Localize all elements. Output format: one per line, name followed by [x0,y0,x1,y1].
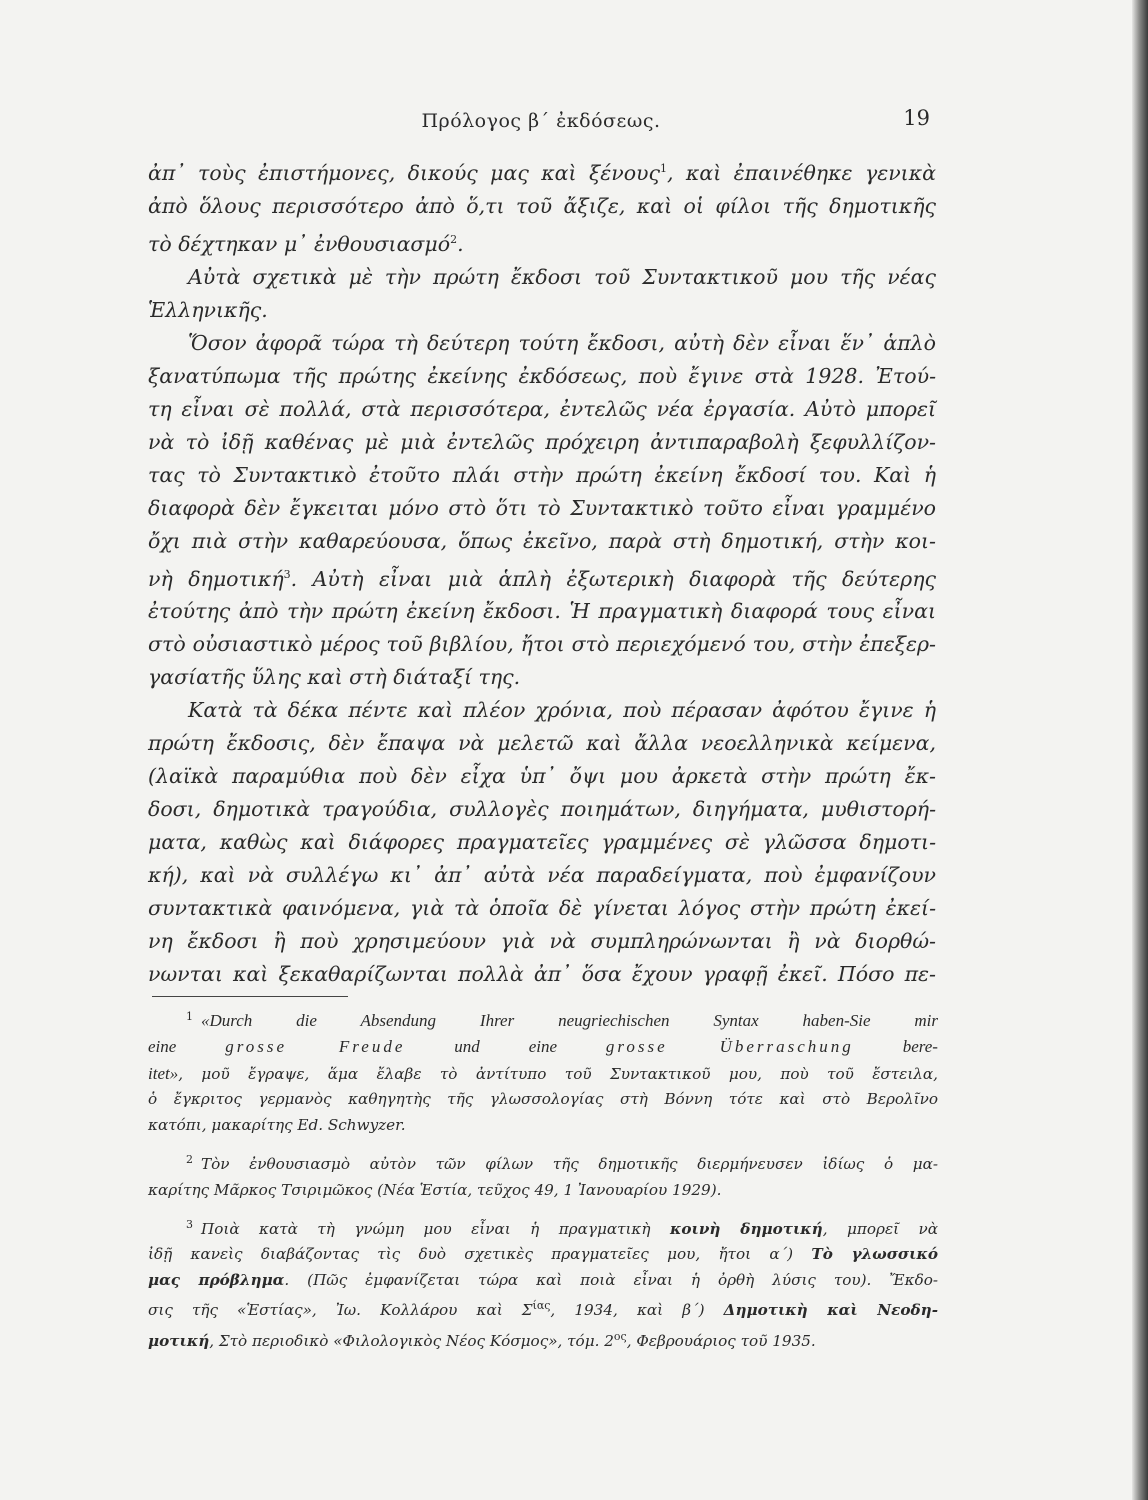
footnote-line [148,1268,938,1293]
footnote-marker: 3 [186,1217,193,1231]
text-span: . (Πῶς ἐμφανίζεται τώρα καὶ ποιὰ εἶναι ἡ ὀρθὴ λύσις του). Ἔκδο- [284,1270,938,1289]
text-span: itet» [148,1063,179,1083]
text-span: Τὸν ἐνθουσιασμὸ αὐτὸν τῶν φίλων τῆς δημοτικῆς διερμήνευσεν ἰδίως ὁ μα- [201,1155,938,1174]
text-line: Αὐτὰ σχετικὰ μὲ τὴν πρώτη ἔκδοσι τοῦ Συντακτικοῦ μου τῆς νέας [188,264,936,289]
footnote-line [148,1242,938,1267]
paragraph-4 [148,694,936,991]
footnote-line: ὁ ἔγκριτος γερμανὸς καθηγητὴς τῆς γλωσσολογίας στὴ Βόννη τότε καὶ στὸ Βερολῖνο [148,1090,938,1109]
footnotes [148,1004,938,1363]
footnote-line [148,1212,938,1242]
text-line: ὄχι πιὰ στὴν καθαρεύουσα, ὅπως ἐκεῖνο, παρὰ στὴ δημοτική, στὴν κοι- [148,528,936,553]
text-span: ος [613,1329,627,1343]
footnote-line [148,1061,938,1087]
text-span: σις τῆς «Ἑστίας», Ἰω. Κολλάρου καὶ Σ [148,1301,533,1320]
main-text [148,152,936,991]
text-line: ἐτούτης ἀπὸ τὴν πρώτη ἐκείνη ἔκδοσι. Ἡ πραγματικὴ διαφορά τους εἶναι [148,599,936,624]
paragraph-2 [148,261,936,327]
text-line: Ὅσον ἀφορᾶ τώρα τὴ δεύτερη τούτη ἔκδοσι, αὐτὴ δὲν εἶναι ἕν᾽ ἁπλὸ [188,330,936,355]
text-line: διαφορὰ δὲν ἔγκειται μόνο στὸ ὅτι τὸ Συντακτικὸ τοῦτο εἶναι γραμμένο [148,495,936,520]
text-span: eine [148,1037,226,1057]
text-span: , μοῦ ἔγραψε, ἅμα ἔλαβε τὸ ἀντίτυπο τοῦ Συντακτικοῦ μου, ποὺ τοῦ ἔστειλα, [178,1064,938,1083]
text-line [148,152,936,190]
footnote-marker: 1 [186,1010,193,1023]
footnote-line [148,1293,938,1323]
text-span: . [457,231,464,256]
page-number: 19 [903,106,930,130]
text-span: τὸ δέχτηκαν μ᾽ ἐνθουσιασμό [148,231,451,256]
text-line [148,223,936,261]
paragraph-1 [148,152,936,261]
text-line: ματα, καθὼς καὶ διάφορες πραγματεῖες γραμμένες σὲ γλῶσσα δημοτι- [148,830,936,855]
text-line: τη εἶναι σὲ πολλά, στὰ περισσότερα, ἐντελῶς νέα ἐργασία. Αὐτὸ μπορεῖ [148,396,936,421]
text-span: νὴ δημοτική [148,566,284,591]
text-line: ἀπὸ ὅλους περισσότερο ἀπὸ ὅ,τι τοῦ ἄξιζε, καὶ οἱ φίλοι τῆς δημοτικῆς [148,193,936,218]
text-span: grosse Freude [225,1037,406,1057]
text-line: ξανατύπωμα τῆς πρώτης ἐκείνης ἐκδόσεως, ποὺ ἔγινε στὰ 1928. Ἐτού- [148,363,936,388]
text-span: , 1934, καὶ β΄) [550,1301,724,1320]
text-span: Τὸ γλωσσικό [811,1245,938,1264]
footnote-ref: 2 [450,232,458,246]
paragraph-3 [148,327,936,695]
text-span: μοτική [148,1331,210,1350]
footnote-ref: 3 [283,567,291,581]
text-span: , Στὸ περιοδικὸ «Φιλολογικὸς Νέος Κόσμος», τόμ. 2 [209,1331,614,1350]
footnote-separator [152,996,348,997]
text-line: νὰ τὸ ἰδῇ καθένας μὲ μιὰ ἐντελῶς πρόχειρη ἀντιπαραβολὴ ξεφυλλίζον- [148,429,936,454]
text-line: τας τὸ Συντακτικὸ ἐτοῦτο πλάι στὴν πρώτη ἐκείνη ἔκδοσί του. Καὶ ἡ [148,462,936,487]
text-span: , μπορεῖ νὰ [822,1220,938,1239]
running-title: Πρόλογος β΄ ἐκδόσεως. [421,110,661,132]
text-span: μας πρόβλημα [148,1270,285,1289]
text-line: γασίατῆς ὕλης καὶ στὴ διάταξί της. [148,665,521,690]
text-span: ἰδῇ κανεὶς διαβάζοντας τὶς δυὸ σχετικὲς πραγματεῖες μου, ἤτοι α΄) [148,1245,812,1264]
text-span: , Φεβρουάριος τοῦ 1935. [626,1331,816,1350]
page-edge-shadow [1132,0,1148,1500]
text-line: (λαϊκὰ παραμύθια ποὺ δὲν εἶχα ὑπ᾽ ὄψι μου ἀρκετὰ στὴν πρώτη ἔκ- [148,764,936,789]
text-span: ίας [532,1299,551,1313]
text-line: στὸ οὐσιαστικὸ μέρος τοῦ βιβλίου, ἤτοι στὸ περιεχόμενό του, στὴν ἐπεξερ- [148,632,936,657]
text-span: Ποιὰ κατὰ τὴ γνώμη μου εἶναι ἡ πραγματικὴ [201,1220,670,1239]
text-span: grosse Überraschung [605,1037,854,1057]
footnote-line: κατόπι, μακαρίτης Ed. Schwyzer. [148,1115,406,1134]
text-line: πρώτη ἔκδοσις, δὲν ἔπαψα νὰ μελετῶ καὶ ἄλλα νεοελληνικὰ κείμενα, [148,731,936,756]
footnote-3 [148,1212,938,1354]
text-line: δοσι, δημοτικὰ τραγούδια, συλλογὲς ποιημάτων, διηγήματα, μυθιστορή- [148,797,936,822]
text-span: Δημοτικὴ καὶ Νεοδη- [723,1301,939,1320]
footnote-1 [148,1004,938,1138]
text-line: συντακτικὰ φαινόμενα, γιὰ τὰ ὁποῖα δὲ γίνεται λόγος στὴν πρώτη ἐκεί- [148,896,936,921]
text-line: Κατὰ τὰ δέκα πέντε καὶ πλέον χρόνια, ποὺ πέρασαν ἀφότου ἔγινε ἡ [188,698,936,723]
footnote-marker: 2 [186,1153,193,1167]
footnote-line [148,1034,938,1060]
page-header [148,106,934,140]
text-span: «Durch die Absendung Ihrer neugriechischen Syntax haben-Sie mir [201,1011,938,1031]
footnote-line [148,1324,938,1354]
text-line: κή), καὶ νὰ συλλέγω κι᾽ ἀπ᾽ αὐτὰ νέα παραδείγματα, ποὺ ἐμφανίζουν [148,863,936,888]
text-span: und eine [405,1037,606,1057]
text-span: ἀπ᾽ τοὺς ἐπιστήμονες, δικούς μας καὶ ξένους [148,160,660,185]
text-span: bere- [853,1037,938,1057]
text-line: Ἑλληνικῆς. [148,297,268,322]
footnote-ref: 1 [660,162,667,175]
footnote-line [148,1147,938,1177]
text-line: νωνται καὶ ξεκαθαρίζωνται πολλὰ ἀπ᾽ ὅσα ἔχουν γραφῇ ἐκεῖ. Πόσο πε- [148,962,936,987]
text-line [148,558,936,596]
text-span: , καὶ ἐπαινέθηκε γενικὰ [667,160,936,185]
text-line: νη ἔκδοσι ἢ ποὺ χρησιμεύουν γιὰ νὰ συμπληρώνωνται ἢ νὰ διορθώ- [148,929,936,954]
footnote-line [148,1004,938,1034]
footnote-line: καρίτης Μᾶρκος Τσιριμῶκος (Νέα Ἑστία, τεῦχος 49, 1 Ἰανουαρίου 1929). [148,1180,722,1199]
text-span: . Αὐτὴ εἶναι μιὰ ἁπλὴ ἐξωτερικὴ διαφορὰ τῆς δεύτερης [290,566,936,591]
text-span: κοινὴ δημοτική [669,1220,823,1239]
footnote-2 [148,1147,938,1203]
